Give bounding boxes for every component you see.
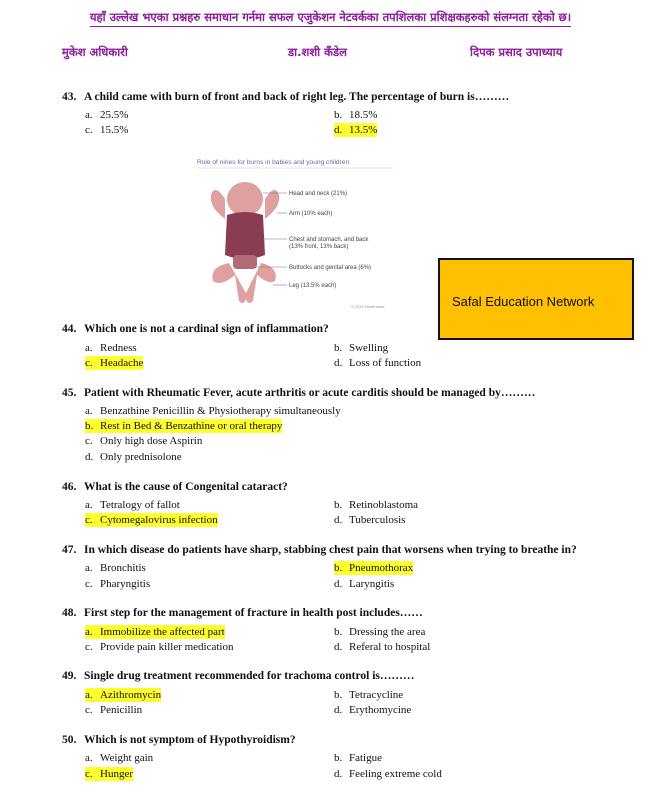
brand-box xyxy=(438,258,634,340)
option-43-d-answer: d. 13.5% xyxy=(334,124,378,136)
label-leg: Leg (13.5% each) xyxy=(289,283,337,289)
option-44-b: b. Swelling xyxy=(334,342,389,354)
page-header xyxy=(0,10,661,25)
author-name-1: मुकेश अधिकारी xyxy=(62,45,128,59)
question-45: 45. Patient with Rheumatic Fever, acute arthritis or acute carditis should be managed by……… xyxy=(62,387,536,399)
baby-head-shape xyxy=(227,182,263,216)
baby-torso-shape xyxy=(225,212,265,259)
baby-figure-illustration xyxy=(195,155,395,313)
option-43-b: b. 18.5% xyxy=(334,109,378,121)
baby-right-arm-shape xyxy=(265,190,279,219)
question-43: 43. A child came with burn of front and back of right leg. The percentage of burn is……… xyxy=(62,91,510,103)
option-47-a: a. Bronchitis xyxy=(85,562,146,574)
option-48-d: d. Referal to hospital xyxy=(334,641,431,653)
option-49-b: b. Tetracycline xyxy=(334,689,404,701)
option-44-d: d. Loss of function xyxy=(334,357,422,369)
question-48: 48. First step for the management of fracture in health post includes…… xyxy=(62,607,423,619)
option-48-b: b. Dressing the area xyxy=(334,626,426,638)
brand-text: Safal Education Network xyxy=(452,294,595,309)
question-44: 44. Which one is not a cardinal sign of inflammation? xyxy=(62,323,329,335)
option-50-c-answer: c. Hunger xyxy=(85,768,133,780)
option-49-d: d. Erythomycine xyxy=(334,704,412,716)
option-44-a: a. Redness xyxy=(85,342,137,354)
question-50: 50. Which is not symptom of Hypothyroidism? xyxy=(62,734,296,746)
option-50-d: d. Feeling extreme cold xyxy=(334,768,442,780)
option-46-d: d. Tuberculosis xyxy=(334,514,406,526)
label-head-neck: Head and neck (21%) xyxy=(289,191,348,197)
option-44-c-answer: c. Headache xyxy=(85,357,144,369)
option-45-a: a. Benzathine Penicillin & Physiotherapy simultaneously xyxy=(85,405,341,417)
figure-caption: Rule of nines for burns in babies and young children xyxy=(197,159,350,166)
option-49-a-answer: a. Azithromycin xyxy=(85,689,162,701)
option-45-b-answer: b. Rest in Bed & Benzathine or oral therapy xyxy=(85,420,283,432)
option-47-c: c. Pharyngitis xyxy=(85,578,151,590)
baby-left-arm-shape xyxy=(211,190,225,219)
author-name-3: दिपक प्रसाद उपाध्याय xyxy=(470,45,563,59)
baby-buttocks-shape xyxy=(233,255,257,269)
figure-credit: © 2019 Healthwise xyxy=(351,304,385,309)
label-chest-stomach: Chest and stomach, and back xyxy=(289,237,369,243)
option-50-a: a. Weight gain xyxy=(85,752,154,764)
option-47-d: d. Laryngitis xyxy=(334,578,395,590)
option-50-b: b. Fatigue xyxy=(334,752,382,764)
option-48-a-answer: a. Immobilize the affected part xyxy=(85,626,225,638)
label-chest-stomach-split: (13% front, 13% back) xyxy=(289,244,349,250)
option-45-c: c. Only high dose Aspirin xyxy=(85,435,203,447)
option-43-c: c. 15.5% xyxy=(85,124,129,136)
option-45-d: d. Only prednisolone xyxy=(85,451,182,463)
option-47-b-answer: b. Pneumothorax xyxy=(334,562,414,574)
header-title: यहाँ उल्लेख भएका प्रश्नहरु समाधान गर्नमा सफल एजुकेशन नेटवर्कका तपशिलका प्रशिक्षकहरुको संलग्नता रहेको छ। xyxy=(90,10,571,27)
option-49-c: c. Penicillin xyxy=(85,704,143,716)
option-46-c-answer: c. Cytomegalovirus infection xyxy=(85,514,218,526)
question-47: 47. In which disease do patients have sharp, stabbing chest pain that worsens when trying to breathe in? xyxy=(62,544,577,556)
option-46-a: a. Tetralogy of fallot xyxy=(85,499,180,511)
option-43-a: a. 25.5% xyxy=(85,109,129,121)
question-49: 49. Single drug treatment recommended for trachoma control is……… xyxy=(62,670,415,682)
label-arm: Arm (10% each) xyxy=(289,211,333,217)
option-46-b: b. Retinoblastoma xyxy=(334,499,419,511)
label-buttocks: Buttocks and genital area (6%) xyxy=(289,265,372,271)
question-46: 46. What is the cause of Congenital cataract? xyxy=(62,481,288,493)
rule-of-nines-figure xyxy=(195,155,395,313)
option-48-c: c. Provide pain killer medication xyxy=(85,641,234,653)
author-name-2: डा.शशी कँडेल xyxy=(288,45,347,59)
